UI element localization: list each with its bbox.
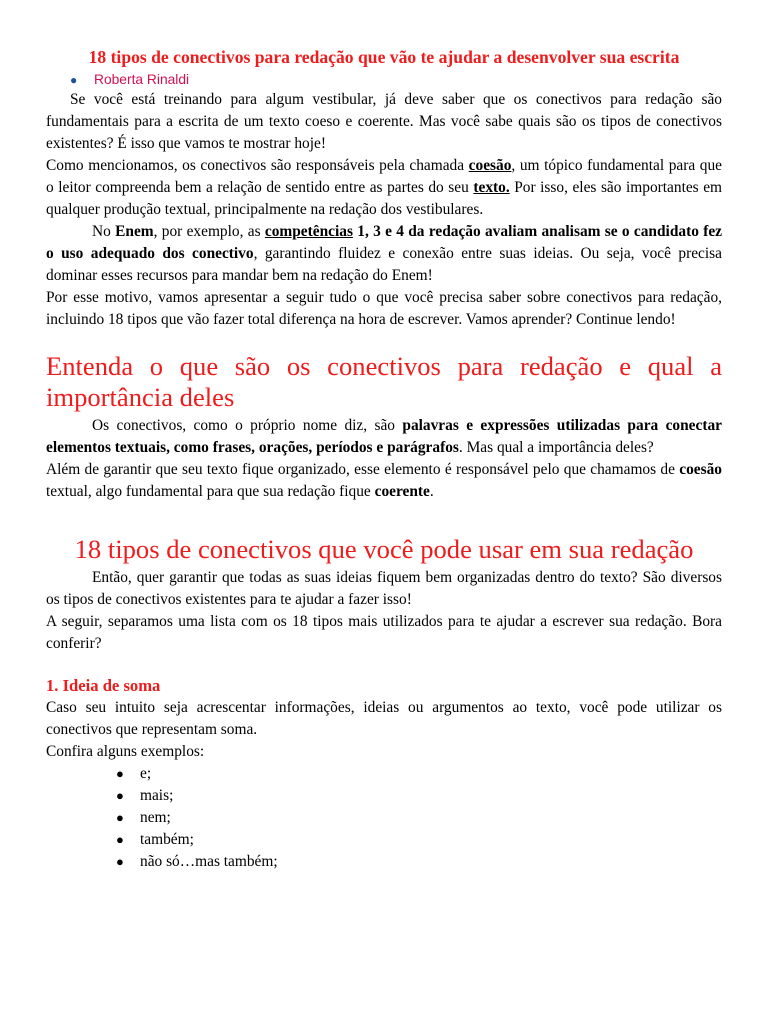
list-item-text: também; [140,831,194,848]
text-span: , um tópico fundamental para que o leitor compreenda bem a relação de sentido entre as partes do seu [46,157,722,196]
section-heading-importance: Entenda o que são os conectivos para redação e qual a importância deles [46,351,722,412]
text-span: , garantindo fluidez e conexão entre suas ideias. Ou seja, você precisa dominar esses recursos para mandar bem na redação do Enem! [46,245,722,284]
examples-list [46,763,722,873]
author-list [46,71,722,89]
section1-paragraph-2 [46,459,722,503]
section2-paragraph-1: Então, quer garantir que todas as suas ideias fiquem bem organizadas dentro do texto? São diversos os tipos de conectivos existentes para te ajudar a fazer isso! [46,569,722,608]
text-span: textual, algo fundamental para que sua redação fique [46,483,375,500]
text-span: No [92,223,116,240]
list-item-text: não só…mas também; [140,853,278,870]
intro-paragraph-3 [46,221,722,287]
bullet-icon: ● [116,832,124,847]
bold-enem: Enem [115,223,154,240]
page-title: 18 tipos de conectivos para redação que vão te ajudar a desenvolver sua escrita [88,47,680,67]
list-item [116,763,722,785]
text-span: Os conectivos, como o próprio nome diz, são [92,417,403,434]
list-item [116,851,722,873]
list-item-text: e; [140,765,152,782]
bold-definition: palavras e expressões utilizadas para conectar elementos textuais, como frases, orações, períodos e parágrafos [46,417,723,456]
text-span: Como mencionamos, os conectivos são responsáveis pela chamada [46,157,469,174]
section2-paragraph-2: A seguir, separamos uma lista com os 18 tipos mais utilizados para te ajudar a escrever sua redação. Bora conferir? [46,613,722,652]
author-item [70,71,722,89]
link-coesao[interactable]: coesão [468,157,512,174]
author-name: Roberta Rinaldi [94,72,190,87]
document-page [46,0,722,873]
intro-paragraph-4: Por esse motivo, vamos apresentar a seguir tudo o que você precisa saber sobre conectivos para redação, incluindo 18 tipos que vão fazer total diferença na hora de escrever. Vamos aprender? Continue lendo! [46,289,722,328]
bold-coerente: coerente [374,483,430,500]
link-texto[interactable]: texto. [473,179,510,196]
bold-coesao: coesão [679,461,722,478]
bullet-icon: ● [116,810,124,825]
list-item [116,785,722,807]
bullet-icon: ● [116,766,124,781]
list-item-text: nem; [140,809,171,826]
link-competencias[interactable]: competências [264,223,353,240]
bullet-icon: ● [116,788,124,803]
subsection1-paragraph-2: Confira alguns exemplos: [46,743,205,760]
bullet-icon: ● [116,854,124,869]
section-heading-types: 18 tipos de conectivos que você pode usar em sua redação [74,534,694,564]
text-span: Por isso, eles são importantes em qualquer produção textual, principalmente na redação dos vestibulares. [46,179,723,218]
section1-paragraph-1 [46,415,722,459]
subsection1-paragraph-1: Caso seu intuito seja acrescentar informações, ideias ou argumentos ao texto, você pode utilizar os conectivos que representam soma. [46,699,722,738]
text-span: . [429,483,434,500]
list-item-text: mais; [140,787,174,804]
bold-competencias-detail: 1, 3 e 4 da redação avaliam analisam se o candidato fez o uso adequado dos conectivo [46,223,722,262]
list-item [116,807,722,829]
bullet-icon: ● [70,73,78,87]
intro-paragraph-2 [46,155,722,221]
text-span: Além de garantir que seu texto fique organizado, esse elemento é responsável pelo que chamamos de [46,461,680,478]
text-span: , por exemplo, as [153,223,265,240]
text-span: . Mas qual a importância deles? [458,439,654,456]
subsection-heading-soma: 1. Ideia de soma [46,676,161,695]
intro-paragraph-1: Se você está treinando para algum vestibular, já deve saber que os conectivos para redação são fundamentais para a escrita de um texto coeso e coerente. Mas você sabe quais são os tipos de conectivos existentes? É isso que vamos te mostrar hoje! [46,91,722,152]
list-item [116,829,722,851]
